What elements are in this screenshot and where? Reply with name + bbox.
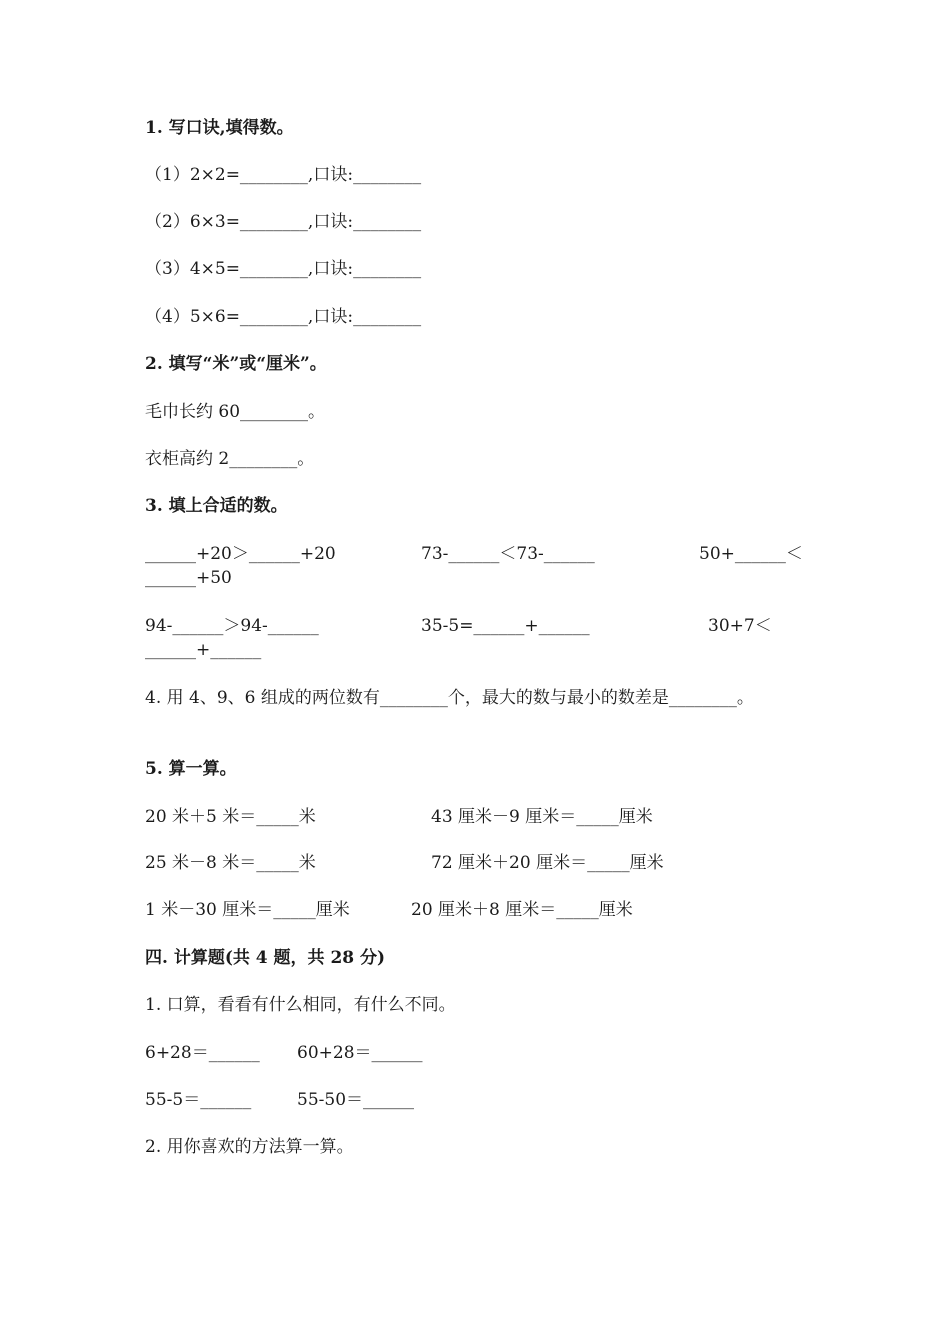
q3-row2-wrap: ______+______ [145,640,262,660]
q4-text-span: 4. 用 4、9、6 组成的两位数有________个，最大的数与最小的数差是________。 [145,688,754,708]
q5-row1-right: 43 厘米－9 厘米＝_____厘米 [431,807,653,827]
s4-q1-row2-right: 55-50＝______ [297,1090,415,1110]
q4-text [145,687,754,709]
q1-item-4: （4）5×6=________,口诀:________ [145,307,422,327]
q1-item-3: （3）4×5=________,口诀:________ [145,259,422,279]
q2-heading: 2. 填写“米”或“厘米”。 [145,354,327,374]
q3-row2-col1: 94-______＞94-______ [145,616,319,636]
s4-q1-row1-left: 6+28＝______ [145,1043,260,1063]
q3-heading: 3. 填上合适的数。 [145,496,288,516]
s4-q1-row2-left: 55-5＝______ [145,1090,252,1110]
section4-heading: 四. 计算题(共 4 题，共 28 分) [145,948,386,968]
q1-heading: 1. 写口诀,填得数。 [145,118,294,138]
q3-row1-col2: 73-______＜73-______ [421,544,595,564]
q3-row1-col3: 50+______＜ [699,544,803,564]
q5-row3-left: 1 米－30 厘米＝_____厘米 [145,900,350,920]
q2-item-2: 衣柜高约 2________。 [145,449,315,469]
q5-row2-left: 25 米－8 米＝_____米 [145,853,316,873]
q3-row2-col3: 30+7＜ [708,616,772,636]
q3-row1-col1: ______+20＞______+20 [145,544,336,564]
q1-item-1: （1）2×2=________,口诀:________ [145,165,422,185]
q5-heading: 5. 算一算。 [145,759,237,779]
q1-item-2: （2）6×3=________,口诀:________ [145,212,422,232]
q5-row3-right: 20 厘米＋8 厘米＝_____厘米 [411,900,633,920]
s4-q1-heading: 1. 口算，看看有什么相同，有什么不同。 [145,995,456,1015]
s4-q2-heading: 2. 用你喜欢的方法算一算。 [145,1137,354,1157]
q2-item-1: 毛巾长约 60________。 [145,402,326,422]
q5-row2-right: 72 厘米＋20 厘米＝_____厘米 [431,853,664,873]
q5-row1-left: 20 米＋5 米＝_____米 [145,807,316,827]
s4-q1-row1-right: 60+28＝______ [297,1043,423,1063]
q3-row1-wrap: ______+50 [145,568,232,588]
q3-row2-col2: 35-5=______+______ [421,616,590,636]
